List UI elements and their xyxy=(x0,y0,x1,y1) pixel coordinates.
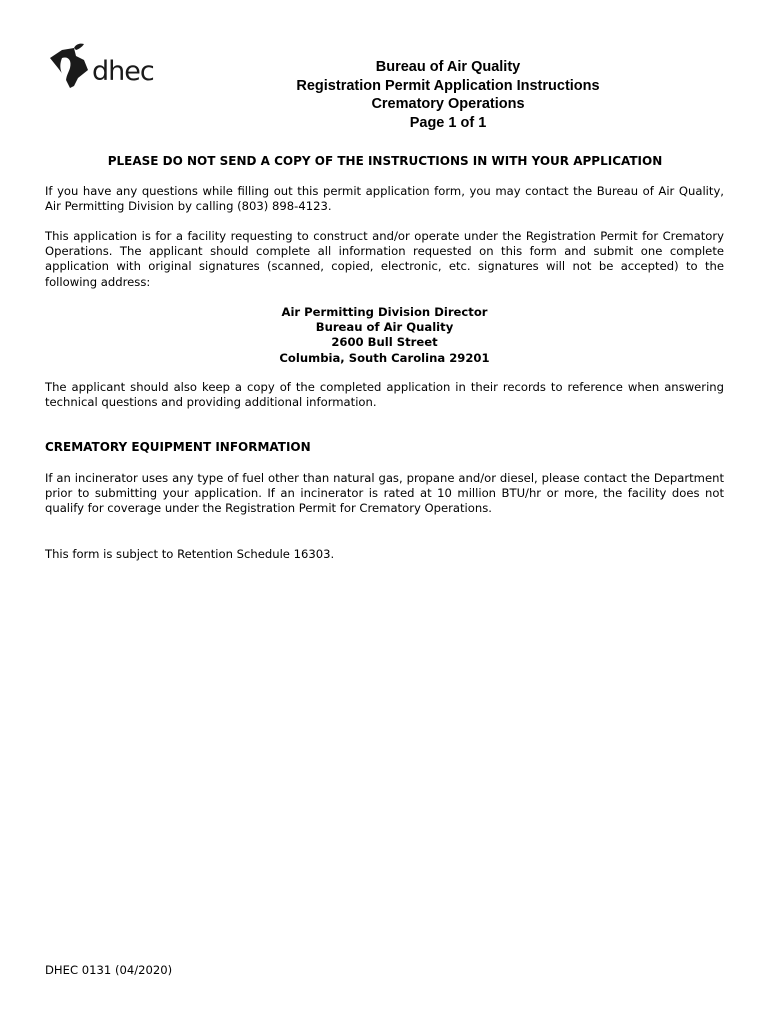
document-header xyxy=(240,58,656,132)
contact-paragraph: If you have any questions while filling out this permit application form, you may contact the Bureau of Air Quality, Air Permitting Division by calling (803) 898-4123. xyxy=(45,184,724,214)
records-paragraph: The applicant should also keep a copy of the completed application in their records to reference when answering technical questions and providing additional information. xyxy=(45,380,724,410)
warning-notice: PLEASE DO NOT SEND A COPY OF THE INSTRUCTIONS IN WITH YOUR APPLICATION xyxy=(107,154,663,168)
address-line-2: Bureau of Air Quality xyxy=(315,320,454,335)
header-bureau: Bureau of Air Quality xyxy=(375,59,521,75)
address-line-4: Columbia, South Carolina 29201 xyxy=(279,350,490,365)
address-line-1: Air Permitting Division Director xyxy=(281,305,488,319)
equipment-paragraph: If an incinerator uses any type of fuel other than natural gas, propane and/or diesel, please contact the Department prior to submitting your application. If an incinerator is rated at 10 million BTU/hr or more, the facility does not qualify for coverage under the Registration Permit for Crematory Operations. xyxy=(45,471,724,516)
mailing-address xyxy=(45,305,724,366)
logo-wordmark: dhec xyxy=(92,56,154,87)
address-line-3: 2600 Bull Street xyxy=(331,335,438,350)
form-number-footer: DHEC 0131 (04/2020) xyxy=(45,963,173,977)
south-carolina-state-leaf-icon xyxy=(48,42,98,92)
purpose-paragraph: This application is for a facility requesting to construct and/or operate under the Registration Permit for Crematory Operations. The applicant should complete all information requested on this form and submit one complete application with original signatures (scanned, copied, electronic, etc. signatures will not be accepted) to the following address: xyxy=(45,229,724,289)
header-subtitle: Crematory Operations xyxy=(371,96,525,112)
dhec-logo xyxy=(48,42,168,92)
retention-schedule-note: This form is subject to Retention Schedule 16303. xyxy=(45,547,335,561)
header-title: Registration Permit Application Instructions xyxy=(296,77,600,94)
header-page-number: Page 1 of 1 xyxy=(409,114,487,131)
section-heading-crematory-equipment: CREMATORY EQUIPMENT INFORMATION xyxy=(45,440,311,454)
